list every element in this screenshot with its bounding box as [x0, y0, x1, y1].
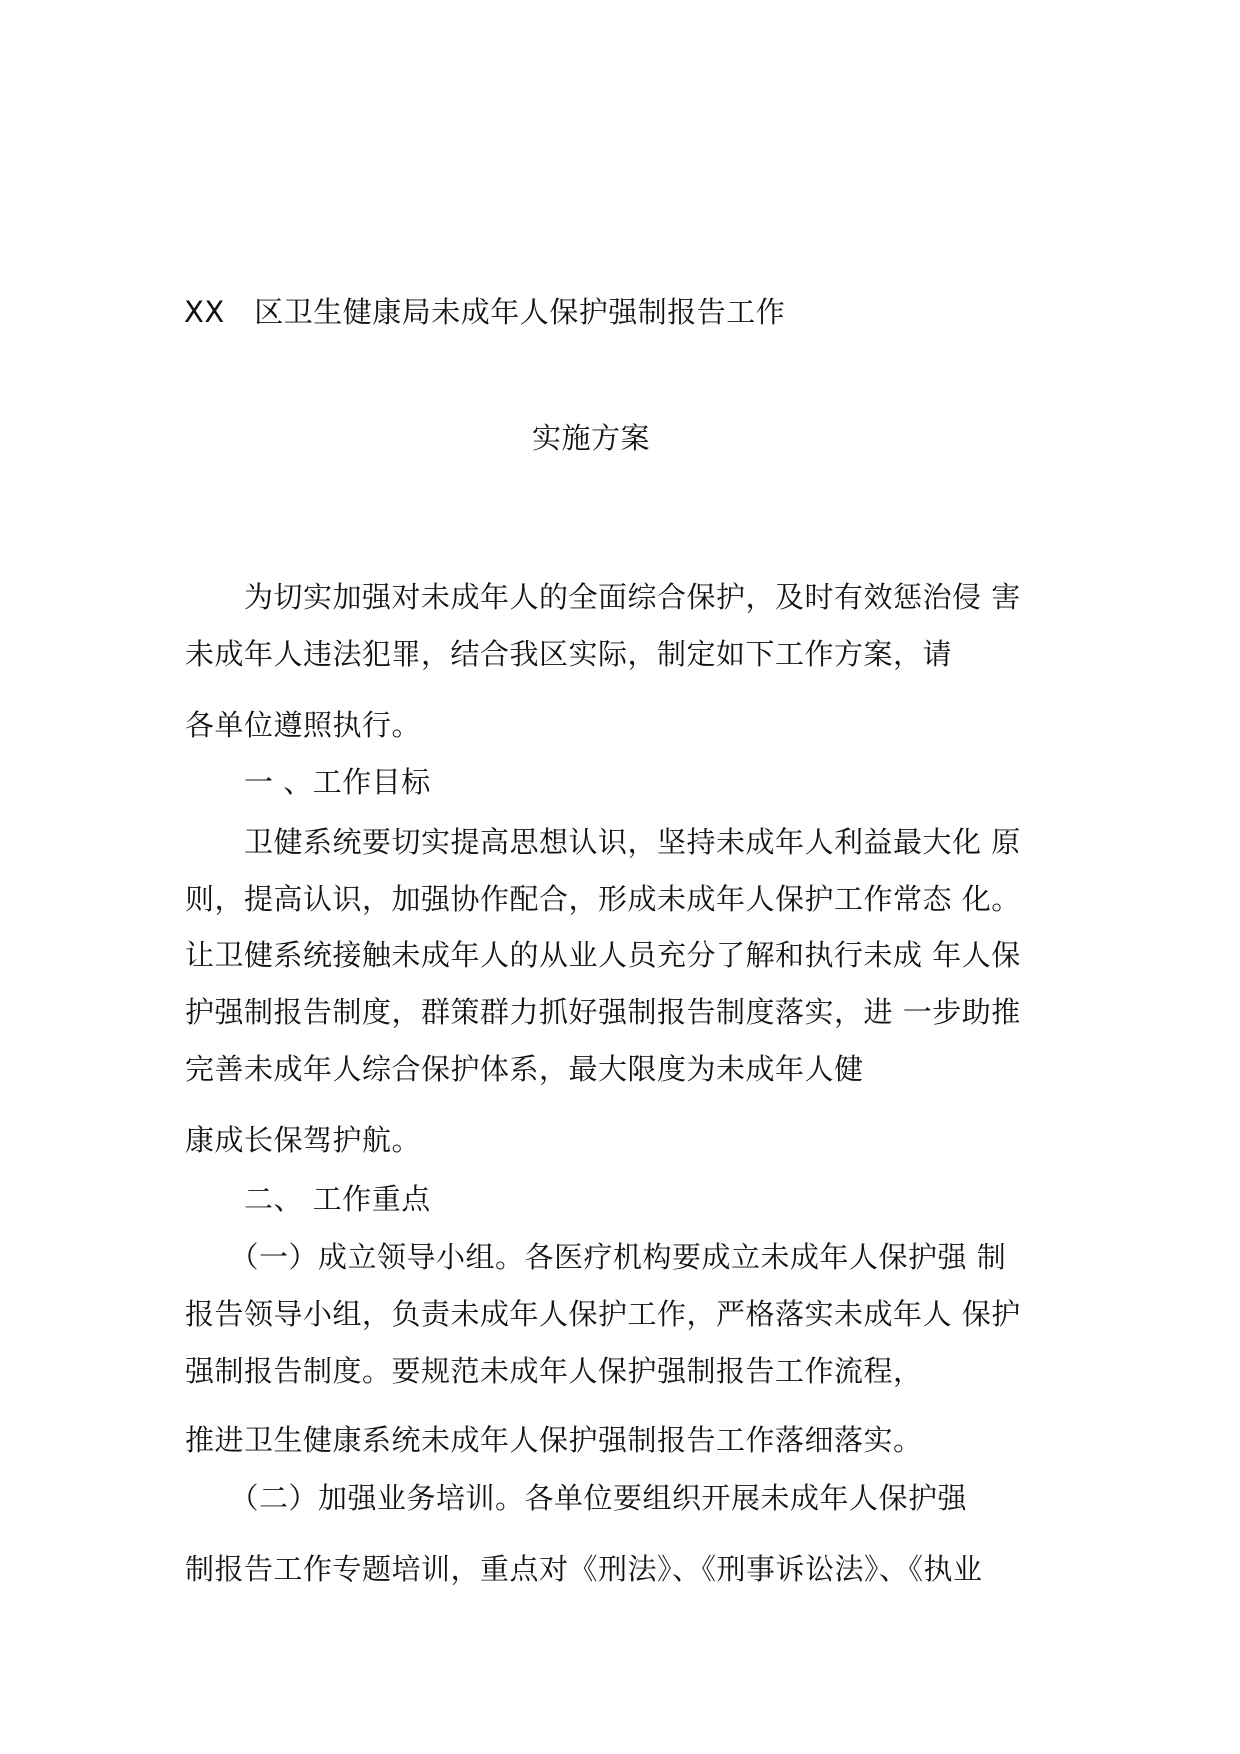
body-line: 则，提高认识，加强协作配合，形成未成年人保护工作常态 化。: [185, 882, 1021, 916]
body-line: 各单位遵照执行。: [185, 708, 422, 742]
body-line: 完善未成年人综合保护体系，最大限度为未成年人健: [185, 1052, 864, 1086]
body-line: 为切实加强对未成年人的全面综合保护，及时有效惩治侵 害: [185, 580, 1021, 614]
body-line: （二）加强业务培训。各单位要组织开展未成年人保护强: [185, 1481, 968, 1515]
body-line: 推进卫生健康系统未成年人保护强制报告工作落细落实。: [185, 1423, 923, 1457]
body-line: 卫健系统要切实提高思想认识，坚持未成年人利益最大化 原: [185, 825, 1021, 859]
body-line: （一）成立领导小组。各医疗机构要成立未成年人保护强 制: [185, 1240, 1007, 1274]
body-line: 强制报告制度。要规范未成年人保护强制报告工作流程，: [185, 1354, 923, 1388]
document-title-line-1: XX 区卫生健康局未成年人保护强制报告工作: [184, 295, 786, 329]
body-line: 制报告工作专题培训，重点对《刑法》、《刑事诉讼法》、《执业: [185, 1552, 983, 1586]
section-heading: 一 、工作目标: [185, 765, 431, 799]
body-line: 康成长保驾护航。: [185, 1123, 422, 1157]
body-line: 让卫健系统接触未成年人的从业人员充分了解和执行未成 年人保: [185, 938, 1021, 972]
section-heading: 二、 工作重点: [185, 1182, 431, 1216]
body-line: 未成年人违法犯罪，结合我区实际，制定如下工作方案，请: [185, 637, 953, 671]
document-title-line-2: 实施方案: [532, 421, 651, 455]
body-line: 报告领导小组，负责未成年人保护工作，严格落实未成年人 保护: [185, 1297, 1021, 1331]
body-line: 护强制报告制度，群策群力抓好强制报告制度落实，进 一步助推: [185, 995, 1021, 1029]
